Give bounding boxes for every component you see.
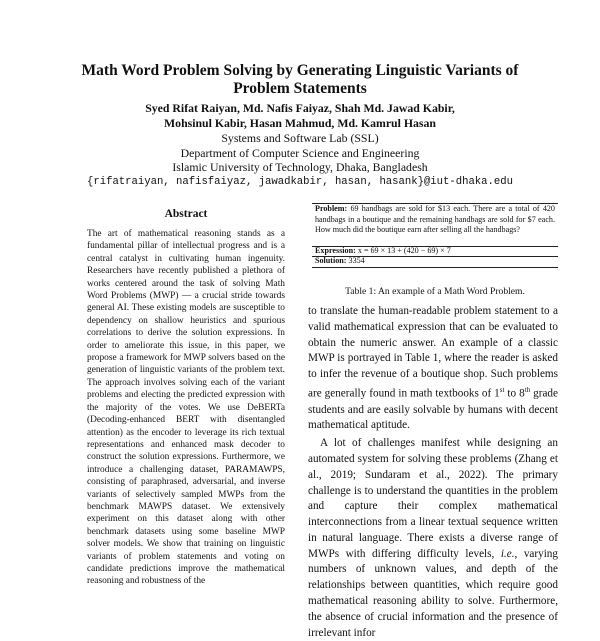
paper-title bbox=[40, 62, 560, 98]
solution-text: 3354 bbox=[348, 256, 365, 265]
affiliation-dept: Department of Computer Science and Engineering bbox=[180, 145, 420, 160]
italic-ie: i.e. bbox=[500, 547, 515, 560]
superscript-th: th bbox=[524, 385, 531, 394]
title-line-1: Math Word Problem Solving by Generating Linguistic Variants of bbox=[81, 62, 519, 79]
authors-line-1: Syed Rifat Raiyan, Md. Nafis Faiyaz, Shah Md. Jawad Kabir, bbox=[145, 101, 455, 115]
problem-label: Problem: bbox=[315, 204, 348, 213]
para1-text-b: to 8 bbox=[504, 387, 525, 400]
expression-text: x = 69 × 13 + (420 − 69) × 7 bbox=[357, 246, 451, 255]
abstract-heading: Abstract bbox=[164, 208, 208, 220]
para2-text-b: , varying numbers of unknown values, and depth of the relationships between quantities, which require good mathematical reasoning ability to solve. Furthermore, the absence of crucial information and the presence of irrelevant infor bbox=[308, 547, 558, 639]
body-text-column bbox=[308, 304, 558, 641]
affiliation-block bbox=[40, 131, 560, 189]
expression-label: Expression: bbox=[315, 246, 356, 255]
affiliation-university: Islamic University of Technology, Dhaka, Bangladesh bbox=[172, 160, 428, 174]
problem-text: 69 handbags are sold for $13 each. There are a total of 420 handbags in a boutique and the remaining handbags are sold for $7 each. How much did the boutique earn after selling all the handbags? bbox=[315, 204, 555, 235]
affiliation-lab: Systems and Software Lab (SSL) bbox=[221, 131, 379, 145]
authors-line-2: Mohsinul Kabir, Hasan Mahmud, Md. Kamrul Hasan bbox=[164, 116, 436, 130]
body-paragraph-2 bbox=[308, 436, 558, 641]
author-emails: {rifatraiyan, nafisfaiyaz, jawadkabir, hasan, hasank}@iut-dhaka.edu bbox=[87, 175, 513, 188]
superscript-st: st bbox=[499, 385, 505, 394]
example-table bbox=[312, 203, 558, 267]
solution-row bbox=[315, 256, 555, 267]
abstract-text: The art of mathematical reasoning stands as a fundamental pillar of intellectual progress and is a central catalyst in cultivating human ingenuity. Researchers have recently published a plethora of works centered around the task of solving Math Word Problems (MWP) — a crucial stride towards general AI. These existing models are susceptible to dependency on shallow heuristics and spurious correlations to derive the solution expressions. In order to ameliorate this issue, in this paper, we propose a framework for MWP solvers based on the generation of linguistic variants of the problem text. The approach involves solving each of the variant problems and electing the predicted expression with the majority of the votes. We use DeBERTa (Decoding-enhanced BERT with disentangled attention) as the encoder to leverage its rich textual representations and enhanced mask decoder to construct the solution expressions. Furthermore, we introduce a challenging dataset, PARAMAWPS, consisting of paraphrased, adversarial, and inverse variants of selectively sampled MWPs from the benchmark MAWPS dataset. We extensively experiment on this dataset along with other benchmark datasets using some baseline MWP solver models. We show that training on linguistic variants of problem statements and voting on candidate predictions improve the mathematical reasoning and robustness of the bbox=[87, 229, 285, 587]
author-list bbox=[40, 101, 560, 131]
expression-row bbox=[315, 246, 555, 257]
body-paragraph-1 bbox=[308, 304, 558, 434]
solution-label: Solution: bbox=[315, 256, 347, 265]
table-bottom-rule bbox=[312, 267, 558, 268]
table-caption: Table 1: An example of a Math Word Problem. bbox=[345, 286, 525, 297]
para1-text-c: grade students and are easily solvable by humans with decent mathematical aptitude. bbox=[308, 387, 558, 432]
para1-text-a: to translate the human-readable problem statement to a valid mathematical expression that can be evaluated to obtain the numeric answer. An example of a classic MWP is portrayed in Table 1, where the reader is asked to infer the revenue of a boutique shop. Such problems are generally found in math textbooks of 1 bbox=[308, 305, 558, 400]
title-line-2: Problem Statements bbox=[233, 80, 367, 97]
para2-text-a: A lot of challenges manifest while designing an automated system for solving these problems (Zhang et al., 2019; Sundaram et al., 2022). The primary challenge is to understand the quantities in the problem and capture their complex mathematical interconnections from a linear textual sequence written in natural language. There exists a diverse range of MWPs with differing difficulty levels, bbox=[308, 437, 558, 560]
problem-row bbox=[315, 204, 555, 236]
